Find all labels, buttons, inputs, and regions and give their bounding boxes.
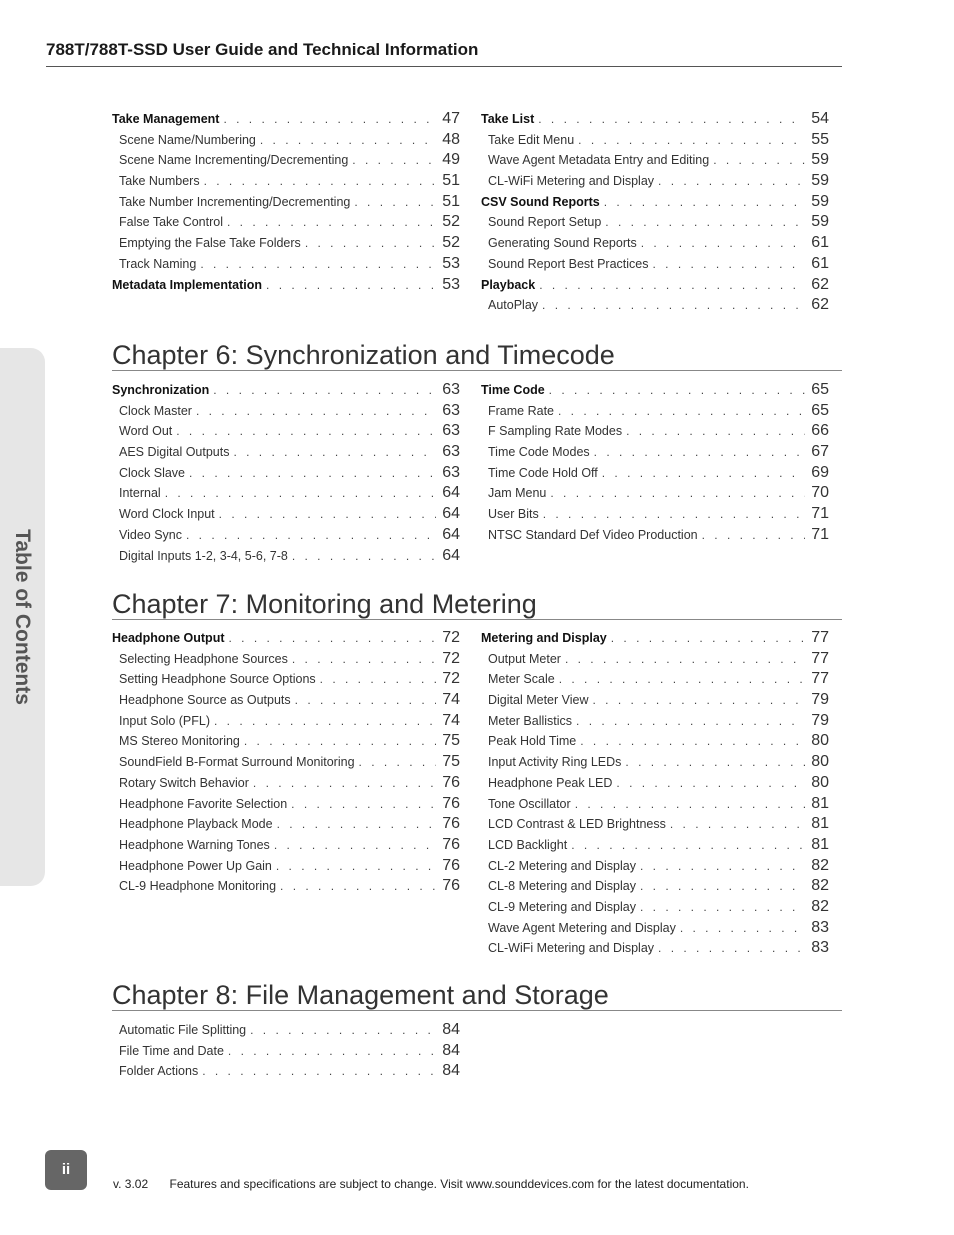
toc-entry[interactable] <box>481 690 829 711</box>
toc-entry-label: Frame Rate <box>488 403 554 418</box>
toc-list-top-left <box>112 109 460 295</box>
toc-entry-page: 64 <box>442 546 460 564</box>
toc-entry[interactable] <box>112 171 460 192</box>
toc-entry-label: Meter Scale <box>488 672 555 687</box>
toc-entry-page: 64 <box>442 505 460 523</box>
toc-entry-label: Track Naming <box>119 256 197 271</box>
toc-entry-label: Time Code Hold Off <box>488 465 598 480</box>
toc-entry-page: 76 <box>442 835 460 853</box>
toc-entry[interactable] <box>481 442 829 463</box>
toc-entry-page: 76 <box>442 794 460 812</box>
toc-entry-label: User Bits <box>488 507 539 522</box>
toc-entry[interactable] <box>481 380 829 401</box>
toc-entry-label: Clock Master <box>119 403 192 418</box>
chapter-6-title: Chapter 6: Synchronization and Timecode <box>112 340 842 371</box>
toc-entry-page: 72 <box>442 670 460 688</box>
toc-entry-label: CL-2 Metering and Display <box>488 858 636 873</box>
toc-entry-page: 53 <box>442 275 460 293</box>
toc-entry-page: 76 <box>442 856 460 874</box>
toc-entry-label: Internal <box>119 486 161 501</box>
toc-entry-label: Headphone Favorite Selection <box>119 796 288 811</box>
toc-entry[interactable] <box>112 856 460 877</box>
toc-entry-label: Video Sync <box>119 527 183 542</box>
toc-entry-page: 53 <box>442 254 460 272</box>
dot-leader <box>227 212 436 233</box>
toc-entry-page: 64 <box>442 525 460 543</box>
toc-entry-label: Scene Name/Numbering <box>119 132 256 147</box>
toc-entry[interactable] <box>112 254 460 275</box>
toc-entry[interactable] <box>112 130 460 151</box>
dot-leader <box>550 483 805 504</box>
dot-leader <box>274 835 436 856</box>
toc-entry-label: Playback <box>481 277 536 292</box>
dot-leader <box>200 254 436 275</box>
dot-leader <box>575 794 805 815</box>
toc-entry-label: LCD Contrast & LED Brightness <box>488 817 666 832</box>
toc-entry-label: Meter Ballistics <box>488 713 573 728</box>
toc-entry-label: Sound Report Setup <box>488 215 602 230</box>
toc-entry-label: Generating Sound Reports <box>488 236 637 251</box>
dot-leader <box>713 150 805 171</box>
toc-entry[interactable] <box>112 380 460 401</box>
toc-entry-page: 77 <box>811 670 829 688</box>
toc-entry-label: CL-9 Headphone Monitoring <box>119 879 277 894</box>
toc-entry[interactable] <box>112 1061 460 1082</box>
toc-entry-label: Headphone Playback Mode <box>119 817 273 832</box>
toc-entry-page: 47 <box>442 110 460 127</box>
toc-entry-page: 63 <box>442 463 460 481</box>
dot-leader <box>558 401 805 422</box>
toc-entry-label: Time Code <box>481 383 545 397</box>
dot-leader <box>292 546 436 567</box>
toc-entry-page: 77 <box>811 649 829 667</box>
toc-entry-label: Output Meter <box>488 651 561 666</box>
toc-entry[interactable] <box>481 938 829 959</box>
toc-entry[interactable] <box>481 752 829 773</box>
toc-entry-page: 64 <box>442 484 460 502</box>
dot-leader <box>571 835 805 856</box>
dot-leader <box>658 171 805 192</box>
dot-leader <box>165 483 436 504</box>
toc-entry-page: 83 <box>811 939 829 957</box>
dot-leader <box>658 938 805 959</box>
dot-leader <box>594 442 805 463</box>
toc-entry-page: 71 <box>811 505 829 523</box>
toc-entry-page: 48 <box>442 130 460 148</box>
dot-leader <box>543 504 805 525</box>
toc-entry-label: Sound Report Best Practices <box>488 256 649 271</box>
toc-entry-page: 52 <box>442 213 460 231</box>
toc-entry-label: Headphone Output <box>112 631 225 645</box>
toc-entry[interactable] <box>481 918 829 939</box>
toc-entry[interactable] <box>112 835 460 856</box>
dot-leader <box>233 442 436 463</box>
toc-entry[interactable] <box>481 275 829 296</box>
toc-entry[interactable] <box>112 690 460 711</box>
toc-entry-page: 59 <box>811 213 829 231</box>
toc-entry-page: 76 <box>442 815 460 833</box>
toc-entry-page: 84 <box>442 1062 460 1080</box>
toc-entry[interactable] <box>481 773 829 794</box>
page-number-badge: ii <box>45 1150 87 1190</box>
toc-entry-label: Wave Agent Metering and Display <box>488 920 676 935</box>
dot-leader <box>559 669 805 690</box>
toc-entry[interactable] <box>481 649 829 670</box>
toc-entry[interactable] <box>112 109 460 130</box>
dot-leader <box>276 856 436 877</box>
toc-entry[interactable] <box>481 109 829 130</box>
dot-leader <box>602 463 805 484</box>
toc-entry-label: Synchronization <box>112 383 210 397</box>
dot-leader <box>223 109 436 130</box>
toc-entry[interactable] <box>112 275 460 296</box>
footer-version: v. 3.02 <box>113 1177 149 1191</box>
toc-entry-label: F Sampling Rate Modes <box>488 424 623 439</box>
footer <box>113 1177 749 1191</box>
toc-entry[interactable] <box>112 421 460 442</box>
dot-leader <box>670 814 805 835</box>
footer-notice: Features and specifications are subject to change. Visit www.sounddevices.com for the latest documentation. <box>169 1177 749 1191</box>
dot-leader <box>291 794 436 815</box>
toc-entry[interactable] <box>481 669 829 690</box>
dot-leader <box>277 814 436 835</box>
dot-leader <box>359 752 436 773</box>
toc-entry-page: 51 <box>442 192 460 210</box>
dot-leader <box>229 628 437 649</box>
dot-leader <box>228 1041 436 1062</box>
toc-entry-label: NTSC Standard Def Video Production <box>488 527 698 542</box>
toc-entry-label: Folder Actions <box>119 1064 199 1079</box>
toc-entry[interactable] <box>481 130 829 151</box>
toc-entry[interactable] <box>112 212 460 233</box>
dot-leader <box>202 1061 436 1082</box>
toc-entry-label: Jam Menu <box>488 486 547 501</box>
dot-leader <box>641 233 805 254</box>
toc-entry[interactable] <box>481 233 829 254</box>
toc-entry[interactable] <box>112 233 460 254</box>
toc-entry-label: Emptying the False Take Folders <box>119 236 301 251</box>
dot-leader <box>593 690 805 711</box>
dot-leader <box>604 192 805 213</box>
toc-entry-label: Metadata Implementation <box>112 277 263 292</box>
toc-entry-page: 81 <box>811 815 829 833</box>
toc-entry[interactable] <box>112 711 460 732</box>
toc-entry-label: Peak Hold Time <box>488 734 577 749</box>
toc-entry-label: Take Numbers <box>119 174 200 189</box>
toc-entry[interactable] <box>481 504 829 525</box>
toc-entry[interactable] <box>112 546 460 567</box>
toc-entry[interactable] <box>112 628 460 649</box>
dot-leader <box>266 275 436 296</box>
toc-entry[interactable] <box>481 295 829 316</box>
toc-entry[interactable] <box>481 897 829 918</box>
dot-leader <box>605 212 805 233</box>
toc-entry-page: 84 <box>442 1041 460 1059</box>
toc-entry-label: Input Activity Ring LEDs <box>488 755 622 770</box>
document-header: 788T/788T-SSD User Guide and Technical Information <box>46 40 842 67</box>
chapter-7-title: Chapter 7: Monitoring and Metering <box>112 589 842 620</box>
toc-list-ch6-left <box>112 380 460 566</box>
dot-leader <box>204 171 436 192</box>
toc-entry-label: CL-WiFi Metering and Display <box>488 174 655 189</box>
toc-entry-label: Rotary Switch Behavior <box>119 775 249 790</box>
toc-entry-label: Headphone Warning Tones <box>119 837 270 852</box>
toc-entry-page: 69 <box>811 463 829 481</box>
toc-entry[interactable] <box>112 463 460 484</box>
dot-leader <box>626 421 805 442</box>
chapter-8-title: Chapter 8: File Management and Storage <box>112 980 842 1011</box>
toc-entry[interactable] <box>112 752 460 773</box>
toc-entry-page: 82 <box>811 897 829 915</box>
toc-entry[interactable] <box>481 192 829 213</box>
dot-leader <box>305 233 436 254</box>
toc-entry-page: 77 <box>811 629 829 646</box>
dot-leader <box>253 773 436 794</box>
toc-entry-label: MS Stereo Monitoring <box>119 734 240 749</box>
toc-entry[interactable] <box>112 483 460 504</box>
toc-entry-page: 74 <box>442 691 460 709</box>
dot-leader <box>640 856 805 877</box>
toc-entry-label: CSV Sound Reports <box>481 194 600 209</box>
toc-entry[interactable] <box>112 1041 460 1062</box>
toc-entry-page: 80 <box>811 753 829 771</box>
toc-entry-page: 83 <box>811 918 829 936</box>
toc-entry-label: Automatic File Splitting <box>119 1023 247 1037</box>
dot-leader <box>625 752 805 773</box>
toc-entry-page: 72 <box>442 629 460 646</box>
dot-leader <box>260 130 436 151</box>
toc-entry[interactable] <box>481 876 829 897</box>
toc-entry-label: Setting Headphone Source Options <box>119 672 316 687</box>
dot-leader <box>539 275 805 296</box>
toc-entry-page: 75 <box>442 732 460 750</box>
toc-entry-page: 54 <box>811 110 829 127</box>
toc-entry[interactable] <box>112 442 460 463</box>
toc-entry-page: 63 <box>442 422 460 440</box>
toc-entry[interactable] <box>481 483 829 504</box>
toc-entry-page: 82 <box>811 877 829 895</box>
toc-entry[interactable] <box>112 669 460 690</box>
toc-entry[interactable] <box>112 504 460 525</box>
toc-entry[interactable] <box>112 150 460 171</box>
toc-entry-page: 59 <box>811 172 829 190</box>
toc-entry[interactable] <box>481 814 829 835</box>
toc-entry-label: SoundField B-Format Surround Monitoring <box>119 755 355 770</box>
toc-entry[interactable] <box>112 876 460 897</box>
dot-leader <box>580 731 805 752</box>
dot-leader <box>542 295 805 316</box>
dot-leader <box>292 649 436 670</box>
dot-leader <box>576 711 805 732</box>
toc-entry-page: 51 <box>442 172 460 190</box>
dot-leader <box>549 380 805 401</box>
toc-entry-label: Take Management <box>112 112 220 126</box>
dot-leader <box>680 918 805 939</box>
toc-entry-page: 84 <box>442 1021 460 1038</box>
toc-entry-page: 49 <box>442 151 460 169</box>
toc-entry[interactable] <box>481 254 829 275</box>
toc-entry-label: Tone Oscillator <box>488 796 571 811</box>
dot-leader <box>578 130 805 151</box>
toc-entry-page: 72 <box>442 649 460 667</box>
dot-leader <box>538 109 805 130</box>
toc-entry-page: 82 <box>811 856 829 874</box>
toc-entry-page: 80 <box>811 732 829 750</box>
toc-list-ch6-right <box>481 380 829 546</box>
toc-entry[interactable] <box>481 463 829 484</box>
toc-entry-label: LCD Backlight <box>488 837 568 852</box>
toc-entry-label: CL-8 Metering and Display <box>488 879 636 894</box>
dot-leader <box>640 876 805 897</box>
toc-entry-page: 59 <box>811 151 829 169</box>
toc-entry-page: 59 <box>811 192 829 210</box>
toc-entry-label: Selecting Headphone Sources <box>119 651 288 666</box>
toc-entry-page: 75 <box>442 753 460 771</box>
toc-entry-page: 63 <box>442 401 460 419</box>
toc-entry-label: Scene Name Incrementing/Decrementing <box>119 153 349 168</box>
dot-leader <box>219 504 436 525</box>
toc-entry[interactable] <box>481 401 829 422</box>
toc-entry-label: AutoPlay <box>488 298 539 313</box>
toc-entry[interactable] <box>481 856 829 877</box>
toc-entry-page: 74 <box>442 711 460 729</box>
toc-entry-label: Headphone Peak LED <box>488 775 613 790</box>
toc-entry[interactable] <box>481 794 829 815</box>
toc-entry-label: Digital Inputs 1-2, 3-4, 5-6, 7-8 <box>119 548 288 563</box>
toc-entry-label: Word Out <box>119 424 173 439</box>
toc-entry-label: Digital Meter View <box>488 693 589 708</box>
toc-entry[interactable] <box>112 794 460 815</box>
dot-leader <box>320 669 436 690</box>
toc-entry[interactable] <box>481 731 829 752</box>
toc-entry[interactable] <box>112 731 460 752</box>
toc-entry-label: Time Code Modes <box>488 445 590 460</box>
toc-entry-page: 61 <box>811 254 829 272</box>
toc-list-ch7-left <box>112 628 460 897</box>
toc-entry-label: Wave Agent Metadata Entry and Editing <box>488 153 710 168</box>
toc-entry-page: 76 <box>442 877 460 895</box>
toc-entry-label: AES Digital Outputs <box>119 445 230 460</box>
toc-entry-label: Take Edit Menu <box>488 132 575 147</box>
toc-entry-page: 81 <box>811 794 829 812</box>
dot-leader <box>565 649 805 670</box>
toc-entry[interactable] <box>481 150 829 171</box>
toc-list-ch7-right <box>481 628 829 959</box>
toc-entry-page: 52 <box>442 234 460 252</box>
toc-entry[interactable] <box>481 628 829 649</box>
toc-list-ch8-left <box>112 1020 460 1082</box>
toc-entry-page: 80 <box>811 773 829 791</box>
toc-entry-label: False Take Control <box>119 215 223 230</box>
toc-entry-page: 66 <box>811 422 829 440</box>
toc-entry-label: CL-9 Metering and Display <box>488 899 636 914</box>
toc-entry-label: Headphone Power Up Gain <box>119 858 272 873</box>
toc-entry-label: File Time and Date <box>119 1043 224 1058</box>
toc-entry-page: 71 <box>811 525 829 543</box>
toc-entry[interactable] <box>481 711 829 732</box>
toc-entry[interactable] <box>481 212 829 233</box>
toc-entry-page: 61 <box>811 234 829 252</box>
toc-entry-label: Clock Slave <box>119 465 185 480</box>
toc-entry-label: CL-WiFi Metering and Display <box>488 941 655 956</box>
dot-leader <box>352 150 436 171</box>
toc-entry[interactable] <box>112 814 460 835</box>
toc-list-top-right <box>481 109 829 316</box>
toc-entry-page: 76 <box>442 773 460 791</box>
toc-entry[interactable] <box>112 525 460 546</box>
toc-entry-page: 79 <box>811 711 829 729</box>
dot-leader <box>611 628 805 649</box>
toc-entry[interactable] <box>112 1020 460 1041</box>
toc-entry[interactable] <box>481 421 829 442</box>
dot-leader <box>186 525 436 546</box>
toc-entry-label: Input Solo (PFL) <box>119 713 211 728</box>
toc-entry[interactable] <box>481 525 829 546</box>
dot-leader <box>702 525 805 546</box>
dot-leader <box>213 380 436 401</box>
toc-entry-label: Headphone Source as Outputs <box>119 693 291 708</box>
dot-leader <box>214 711 436 732</box>
dot-leader <box>189 463 436 484</box>
toc-entry-label: Take List <box>481 112 535 126</box>
dot-leader <box>196 401 436 422</box>
toc-entry[interactable] <box>112 192 460 213</box>
dot-leader <box>244 731 436 752</box>
dot-leader <box>176 421 436 442</box>
dot-leader <box>616 773 805 794</box>
dot-leader <box>354 192 436 213</box>
toc-entry-page: 65 <box>811 381 829 398</box>
toc-entry-page: 65 <box>811 401 829 419</box>
toc-entry-page: 55 <box>811 130 829 148</box>
toc-entry-label: Take Number Incrementing/Decrementing <box>119 194 351 209</box>
toc-entry[interactable] <box>481 171 829 192</box>
toc-entry-label: Word Clock Input <box>119 507 215 522</box>
toc-entry-page: 62 <box>811 275 829 293</box>
toc-entry-page: 63 <box>442 381 460 398</box>
dot-leader <box>295 690 436 711</box>
dot-leader <box>640 897 805 918</box>
toc-entry[interactable] <box>112 401 460 422</box>
toc-entry[interactable] <box>112 773 460 794</box>
toc-entry-page: 81 <box>811 835 829 853</box>
toc-entry-page: 63 <box>442 443 460 461</box>
dot-leader <box>653 254 806 275</box>
toc-entry-page: 62 <box>811 296 829 314</box>
toc-entry-page: 67 <box>811 443 829 461</box>
toc-entry[interactable] <box>112 649 460 670</box>
toc-entry-page: 79 <box>811 691 829 709</box>
toc-entry[interactable] <box>481 835 829 856</box>
side-tab-label: Table of Contents <box>11 529 34 705</box>
toc-entry-page: 70 <box>811 484 829 502</box>
dot-leader <box>280 876 436 897</box>
toc-entry-label: Metering and Display <box>481 631 607 645</box>
dot-leader <box>250 1020 436 1041</box>
